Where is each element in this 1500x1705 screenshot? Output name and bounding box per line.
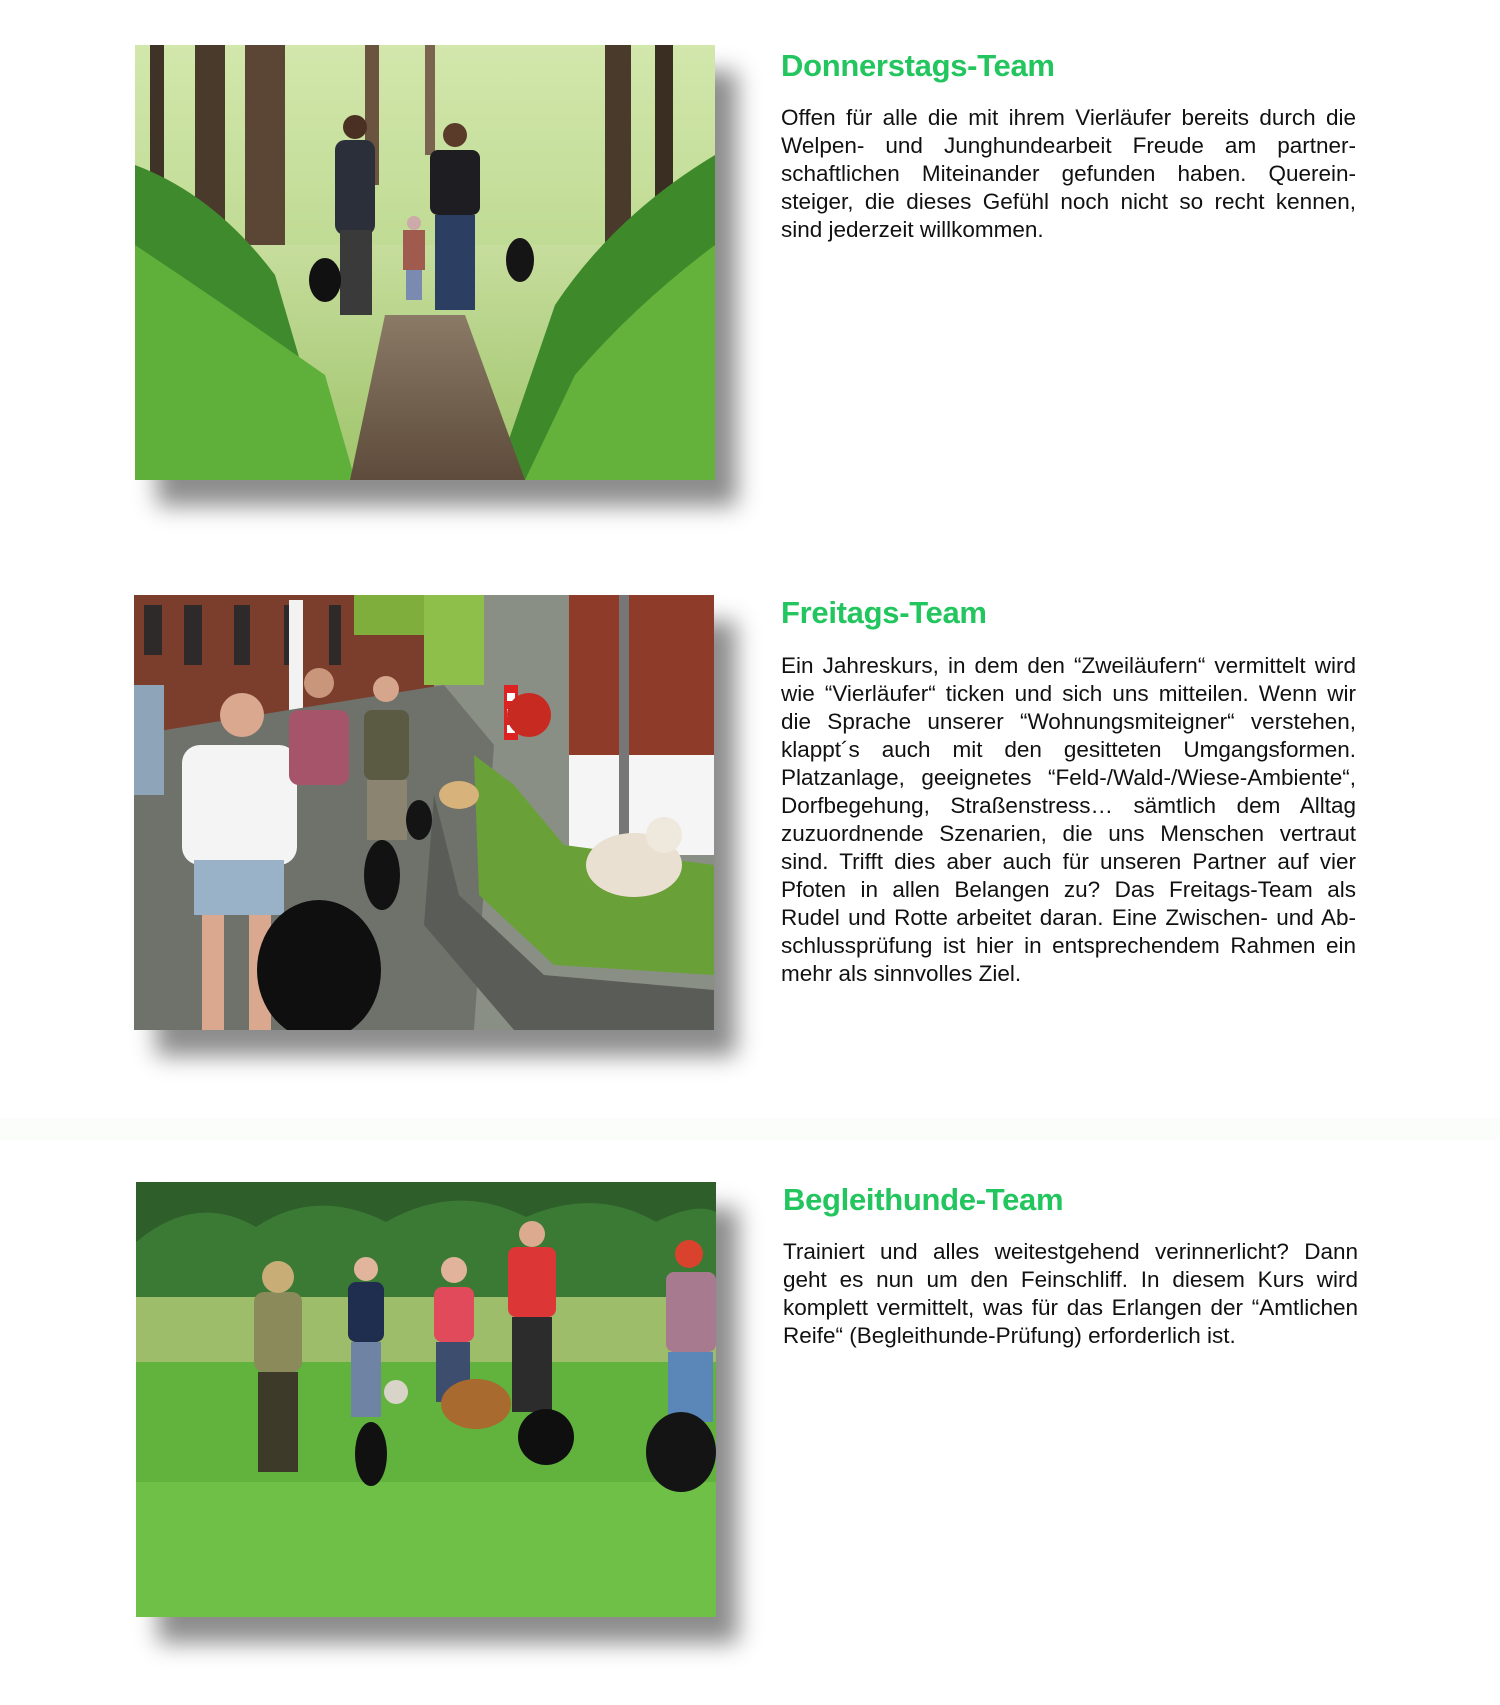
training-field-photo (136, 1182, 716, 1617)
section-title: Donnerstags-Team (781, 48, 1055, 83)
section-description: Offen für alle die mit ihrem Vierläufer bereits durch die Welpen- und Junghundearbeit Freude am partnerschaftlichen Miteinander gefunden haben. Quereinsteiger, die dieses Gefühl noch nicht so recht kennen, sind jederzeit willkommen. (781, 105, 1356, 242)
village-street-photo (134, 595, 714, 1030)
section-description: Trainiert und alles weitestgehend verinnerlicht? Dann geht es nun um den Feinschliff. In diesem Kurs wird komplett vermittelt, was für das Erlangen der “Amtlichen Reife“ (Begleithunde-Prüfung) erforderlich ist. (783, 1239, 1358, 1348)
section-title: Begleithunde-Team (783, 1182, 1064, 1217)
section-description: Ein Jahreskurs, in dem den “Zweiläufern“ vermittelt wird wie “Vierläufer“ ticken und sich uns mitteilen. Wenn wir die Sprache unserer “Wohnungsmiteigner“ verstehen, klappt´s auch mit den gesitteten Umgangsformen. Platzanlage, geeignetes “Feld-/Wald-/Wiese-Ambiente“, Dorfbegehung, Straßenstress… sämtlich dem Alltag zuzuordnende Szenarien, die uns Menschen vertraut sind. Trifft dies aber auch für unseren Partner auf vier Pfoten in allen Belangen zu? Das Freitags-Team als Rudel und Rotte arbeitet daran. Eine Zwischen- und Abschlussprüfung ist hier in entsprechendem Rahmen ein mehr als sinnvolles Ziel. (781, 653, 1356, 986)
forest-walk-photo (135, 45, 715, 480)
section-divider-band (0, 1118, 1500, 1140)
section-title: Freitags-Team (781, 595, 987, 630)
